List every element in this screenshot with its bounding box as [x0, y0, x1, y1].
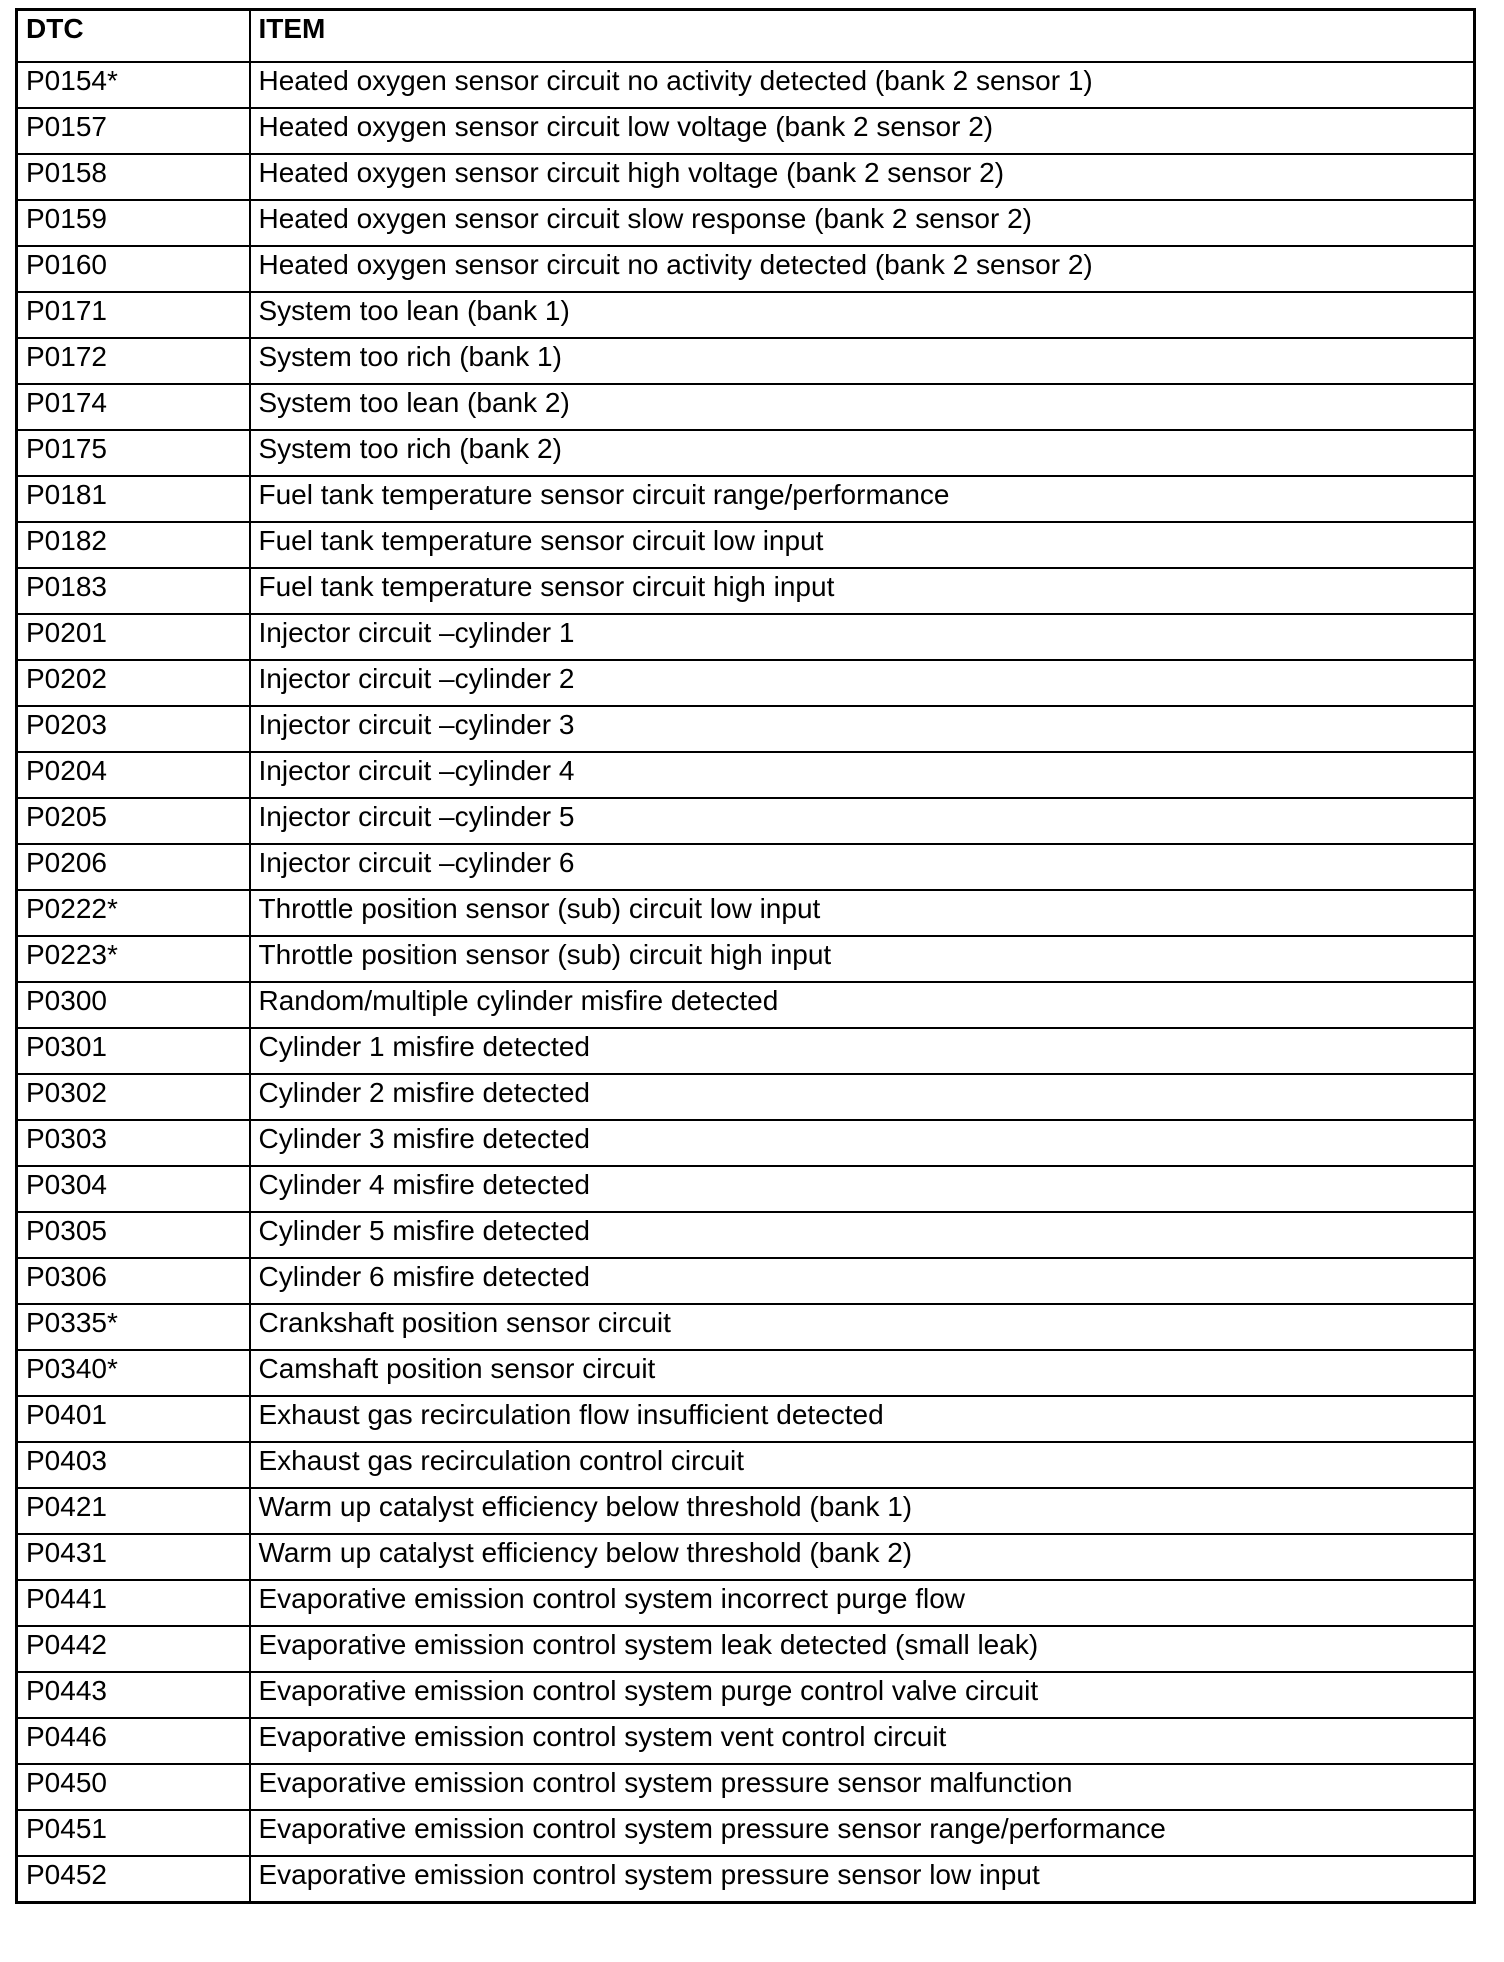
dtc-code-cell: P0450	[17, 1764, 250, 1810]
item-description-cell: Camshaft position sensor circuit	[250, 1350, 1475, 1396]
dtc-code-cell: P0154*	[17, 62, 250, 108]
dtc-code-cell: P0202	[17, 660, 250, 706]
dtc-code-cell: P0441	[17, 1580, 250, 1626]
dtc-code-cell: P0306	[17, 1258, 250, 1304]
dtc-code-cell: P0223*	[17, 936, 250, 982]
item-description-cell: Cylinder 3 misfire detected	[250, 1120, 1475, 1166]
table-row	[17, 476, 1475, 522]
table-row	[17, 62, 1475, 108]
dtc-code-cell: P0183	[17, 568, 250, 614]
table-row	[17, 1626, 1475, 1672]
dtc-code-cell: P0157	[17, 108, 250, 154]
table-row	[17, 1120, 1475, 1166]
header-dtc: DTC	[17, 10, 250, 63]
table-row	[17, 292, 1475, 338]
table-row	[17, 982, 1475, 1028]
dtc-code-cell: P0421	[17, 1488, 250, 1534]
item-description-cell: Warm up catalyst efficiency below threshold (bank 2)	[250, 1534, 1475, 1580]
item-description-cell: Heated oxygen sensor circuit slow response (bank 2 sensor 2)	[250, 200, 1475, 246]
table-row	[17, 430, 1475, 476]
table-row	[17, 384, 1475, 430]
dtc-code-cell: P0204	[17, 752, 250, 798]
dtc-code-cell: P0340*	[17, 1350, 250, 1396]
item-description-cell: Evaporative emission control system vent control circuit	[250, 1718, 1475, 1764]
dtc-code-cell: P0452	[17, 1856, 250, 1903]
table-row	[17, 798, 1475, 844]
dtc-code-cell: P0160	[17, 246, 250, 292]
dtc-code-cell: P0182	[17, 522, 250, 568]
table-row	[17, 844, 1475, 890]
dtc-code-cell: P0431	[17, 1534, 250, 1580]
dtc-code-cell: P0300	[17, 982, 250, 1028]
table-row	[17, 522, 1475, 568]
item-description-cell: Evaporative emission control system leak detected (small leak)	[250, 1626, 1475, 1672]
dtc-code-cell: P0205	[17, 798, 250, 844]
item-description-cell: Heated oxygen sensor circuit high voltage (bank 2 sensor 2)	[250, 154, 1475, 200]
item-description-cell: Injector circuit –cylinder 3	[250, 706, 1475, 752]
dtc-code-cell: P0222*	[17, 890, 250, 936]
item-description-cell: System too rich (bank 2)	[250, 430, 1475, 476]
table-row	[17, 1304, 1475, 1350]
dtc-code-cell: P0174	[17, 384, 250, 430]
item-description-cell: Heated oxygen sensor circuit no activity detected (bank 2 sensor 1)	[250, 62, 1475, 108]
dtc-code-cell: P0401	[17, 1396, 250, 1442]
item-description-cell: Injector circuit –cylinder 5	[250, 798, 1475, 844]
table-row	[17, 1396, 1475, 1442]
table-row	[17, 1074, 1475, 1120]
item-description-cell: Throttle position sensor (sub) circuit low input	[250, 890, 1475, 936]
item-description-cell: System too lean (bank 2)	[250, 384, 1475, 430]
dtc-code-cell: P0301	[17, 1028, 250, 1074]
item-description-cell: Cylinder 5 misfire detected	[250, 1212, 1475, 1258]
item-description-cell: Injector circuit –cylinder 1	[250, 614, 1475, 660]
table-row	[17, 246, 1475, 292]
dtc-code-cell: P0302	[17, 1074, 250, 1120]
dtc-code-cell: P0158	[17, 154, 250, 200]
table-row	[17, 1028, 1475, 1074]
item-description-cell: Cylinder 1 misfire detected	[250, 1028, 1475, 1074]
item-description-cell: System too rich (bank 1)	[250, 338, 1475, 384]
item-description-cell: Heated oxygen sensor circuit no activity detected (bank 2 sensor 2)	[250, 246, 1475, 292]
dtc-code-cell: P0201	[17, 614, 250, 660]
dtc-code-cell: P0443	[17, 1672, 250, 1718]
table-row	[17, 1166, 1475, 1212]
table-row	[17, 338, 1475, 384]
table-row	[17, 1580, 1475, 1626]
table-row	[17, 1856, 1475, 1903]
item-description-cell: Heated oxygen sensor circuit low voltage (bank 2 sensor 2)	[250, 108, 1475, 154]
item-description-cell: Injector circuit –cylinder 2	[250, 660, 1475, 706]
table-row	[17, 752, 1475, 798]
dtc-code-cell: P0305	[17, 1212, 250, 1258]
item-description-cell: System too lean (bank 1)	[250, 292, 1475, 338]
dtc-code-cell: P0206	[17, 844, 250, 890]
dtc-code-cell: P0446	[17, 1718, 250, 1764]
dtc-code-cell: P0451	[17, 1810, 250, 1856]
table-row	[17, 660, 1475, 706]
table-row	[17, 1534, 1475, 1580]
dtc-code-cell: P0442	[17, 1626, 250, 1672]
item-description-cell: Cylinder 6 misfire detected	[250, 1258, 1475, 1304]
dtc-code-cell: P0181	[17, 476, 250, 522]
item-description-cell: Exhaust gas recirculation control circuit	[250, 1442, 1475, 1488]
item-description-cell: Evaporative emission control system pressure sensor range/performance	[250, 1810, 1475, 1856]
dtc-code-cell: P0171	[17, 292, 250, 338]
item-description-cell: Evaporative emission control system incorrect purge flow	[250, 1580, 1475, 1626]
item-description-cell: Cylinder 4 misfire detected	[250, 1166, 1475, 1212]
header-row	[17, 10, 1475, 63]
table-row	[17, 1442, 1475, 1488]
table-row	[17, 1672, 1475, 1718]
table-row	[17, 936, 1475, 982]
table-row	[17, 1212, 1475, 1258]
item-description-cell: Crankshaft position sensor circuit	[250, 1304, 1475, 1350]
dtc-code-cell: P0175	[17, 430, 250, 476]
item-description-cell: Injector circuit –cylinder 4	[250, 752, 1475, 798]
table-row	[17, 890, 1475, 936]
table-row	[17, 1258, 1475, 1304]
table-row	[17, 108, 1475, 154]
table-row	[17, 154, 1475, 200]
item-description-cell: Cylinder 2 misfire detected	[250, 1074, 1475, 1120]
header-item: ITEM	[250, 10, 1475, 63]
dtc-code-cell: P0304	[17, 1166, 250, 1212]
table-row	[17, 1764, 1475, 1810]
item-description-cell: Injector circuit –cylinder 6	[250, 844, 1475, 890]
item-description-cell: Throttle position sensor (sub) circuit high input	[250, 936, 1475, 982]
dtc-table	[15, 8, 1476, 1904]
item-description-cell: Evaporative emission control system purge control valve circuit	[250, 1672, 1475, 1718]
dtc-code-cell: P0203	[17, 706, 250, 752]
table-row	[17, 1350, 1475, 1396]
dtc-code-cell: P0172	[17, 338, 250, 384]
table-row	[17, 568, 1475, 614]
table-row	[17, 1718, 1475, 1764]
table-row	[17, 200, 1475, 246]
item-description-cell: Warm up catalyst efficiency below threshold (bank 1)	[250, 1488, 1475, 1534]
item-description-cell: Fuel tank temperature sensor circuit low input	[250, 522, 1475, 568]
dtc-code-cell: P0335*	[17, 1304, 250, 1350]
item-description-cell: Fuel tank temperature sensor circuit high input	[250, 568, 1475, 614]
table-row	[17, 706, 1475, 752]
dtc-code-cell: P0303	[17, 1120, 250, 1166]
item-description-cell: Exhaust gas recirculation flow insufficient detected	[250, 1396, 1475, 1442]
table-row	[17, 1810, 1475, 1856]
item-description-cell: Evaporative emission control system pressure sensor malfunction	[250, 1764, 1475, 1810]
item-description-cell: Evaporative emission control system pressure sensor low input	[250, 1856, 1475, 1903]
dtc-code-cell: P0403	[17, 1442, 250, 1488]
table-body	[17, 62, 1475, 1903]
table-row	[17, 614, 1475, 660]
dtc-code-cell: P0159	[17, 200, 250, 246]
table-row	[17, 1488, 1475, 1534]
item-description-cell: Random/multiple cylinder misfire detected	[250, 982, 1475, 1028]
item-description-cell: Fuel tank temperature sensor circuit range/performance	[250, 476, 1475, 522]
